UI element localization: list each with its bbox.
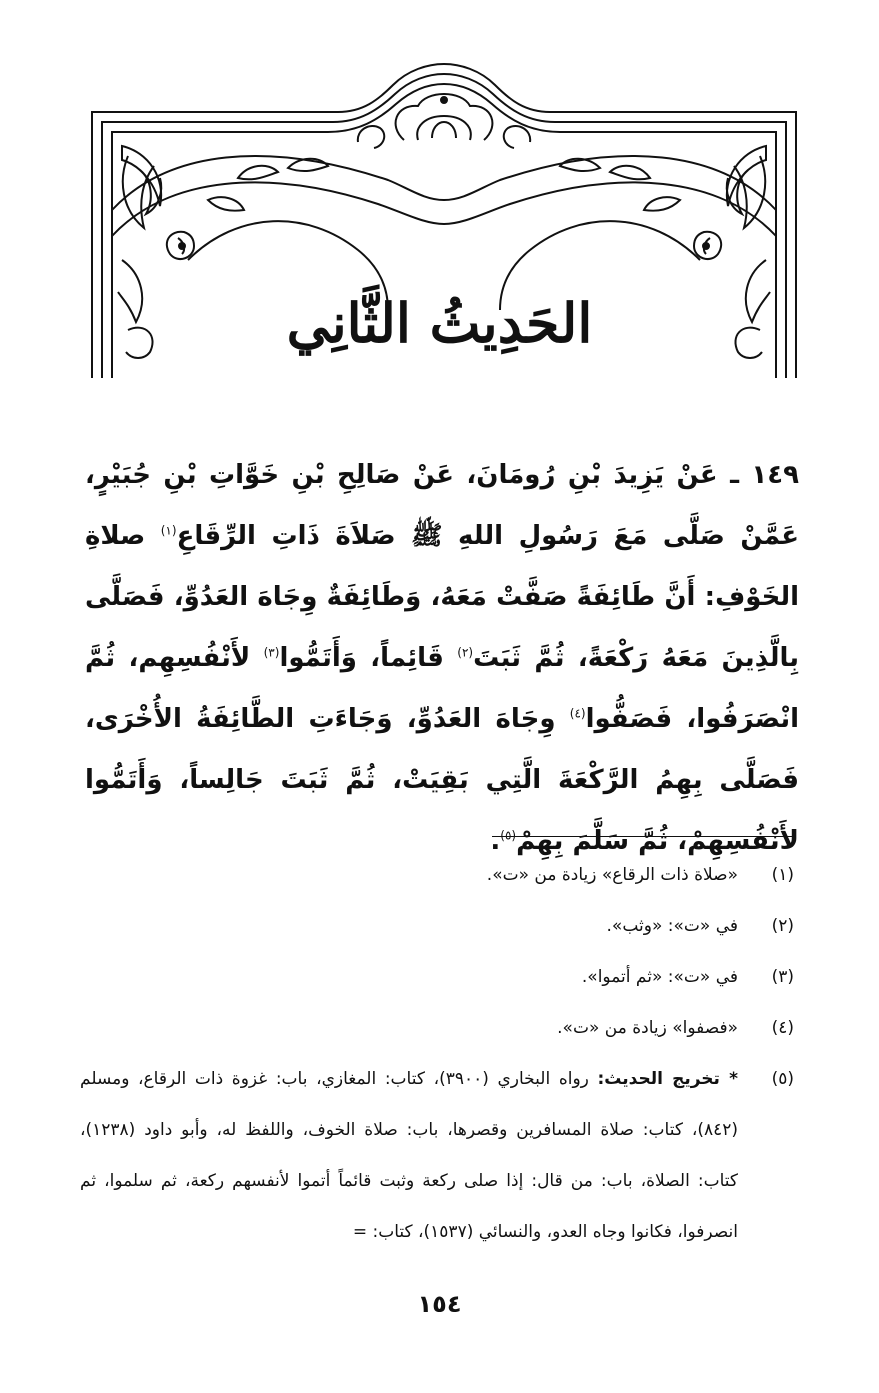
- hadith-number: ١٤٩: [751, 460, 799, 490]
- footnote-marker: (١): [771, 865, 794, 885]
- footnote-item: [80, 850, 794, 901]
- chapter-title: الحَدِيثُ الثَّانِي: [286, 291, 593, 355]
- hadith-text-segment: قَائِماً، وَأَتَمُّوا: [279, 643, 458, 673]
- footnote-marker: (٥): [771, 1069, 794, 1089]
- footnote-text: «فصفوا» زيادة من «ت».: [557, 1018, 738, 1038]
- footnote-text: «صلاة ذات الرقاع» زيادة من «ت».: [486, 865, 738, 885]
- hadith-text-segment: صلاةِ الخَوْفِ: أَنَّ طَائِفَةً صَفَّتْ مَعَهُ، وَطَائِفَةٌ وِجَاهَ العَدُوِّ، فَصَلَّى بِالَّذِينَ مَعَهُ رَكْعَةً، ثُمَّ ثَبَتَ: [85, 521, 800, 673]
- footnote-marker: (٤): [771, 1018, 794, 1038]
- footnotes: [80, 850, 794, 1258]
- footnote-ref[interactable]: (٣): [263, 645, 280, 660]
- footnote-text: [80, 1054, 738, 1258]
- hadith-text-segment: وِجَاهَ العَدُوِّ، وَجَاءَتِ الطَّائِفَةُ الأُخْرَى، فَصَلَّى بِهِمُ الرَّكْعَةَ الَّتِي بَقِيَتْ، ثُمَّ ثَبَتَ جَالِساً، وَأَتَمُّوا لأَنْفُسِهِمْ، ثُمَّ سَلَّمَ بِهِمْ: [85, 704, 799, 856]
- footnote-marker: (٣): [771, 967, 794, 987]
- footnote-separator: [492, 836, 792, 837]
- footnote-item: [80, 901, 794, 952]
- footnote-marker: (٢): [771, 916, 794, 936]
- footnote-item: [80, 952, 794, 1003]
- page-number: ١٥٤: [417, 1290, 462, 1318]
- footnote-text: في «ت»: «وثب».: [606, 916, 738, 936]
- footnote-ref[interactable]: (٥): [500, 828, 517, 843]
- footnote-item: [80, 1054, 794, 1258]
- takhrij-text: رواه البخاري (٣٩٠٠)، كتاب: المغازي، باب: غزوة ذات الرقاع، ومسلم (٨٤٢)، كتاب: صلاة المسافرين وقصرها، باب: صلاة الخوف، واللفظ له، وأبو داود (١٢٣٨)، كتاب: الصلاة، باب: من قال: إذا صلى ركعة وثبت قائماً أتموا لأنفسهم ركعة، ثم سلموا، ثم انصرفوا، فكانوا وجاه العدو، والنسائي (١٥٣٧)، كتاب: =: [80, 1069, 738, 1242]
- footnote-ref[interactable]: (١): [160, 523, 177, 538]
- hadith-text: [85, 445, 799, 872]
- footnote-text: في «ت»: «ثم أتموا».: [581, 967, 738, 987]
- hadith-text-segment: .: [490, 826, 501, 856]
- hadith-dash: ـ: [717, 460, 752, 490]
- hadith-text-segment: عَنْ يَزِيدَ بْنِ رُومَانَ، عَنْ صَالِحِ بْنِ خَوَّاتِ بْنِ جُبَيْرٍ، عَمَّنْ صَلَّى مَعَ رَسُولِ اللهِ ﷺ صَلاَةَ ذَاتِ الرِّقَاعِ: [85, 460, 799, 551]
- hadith-text-segment: لأَنْفُسِهِم، ثُمَّ انْصَرَفُوا، فَصَفُّوا: [85, 643, 799, 734]
- footnote-item: [80, 1003, 794, 1054]
- footnote-ref[interactable]: (٤): [569, 706, 586, 721]
- takhrij-heading: * تخريج الحديث:: [597, 1069, 738, 1089]
- footnote-ref[interactable]: (٢): [457, 645, 474, 660]
